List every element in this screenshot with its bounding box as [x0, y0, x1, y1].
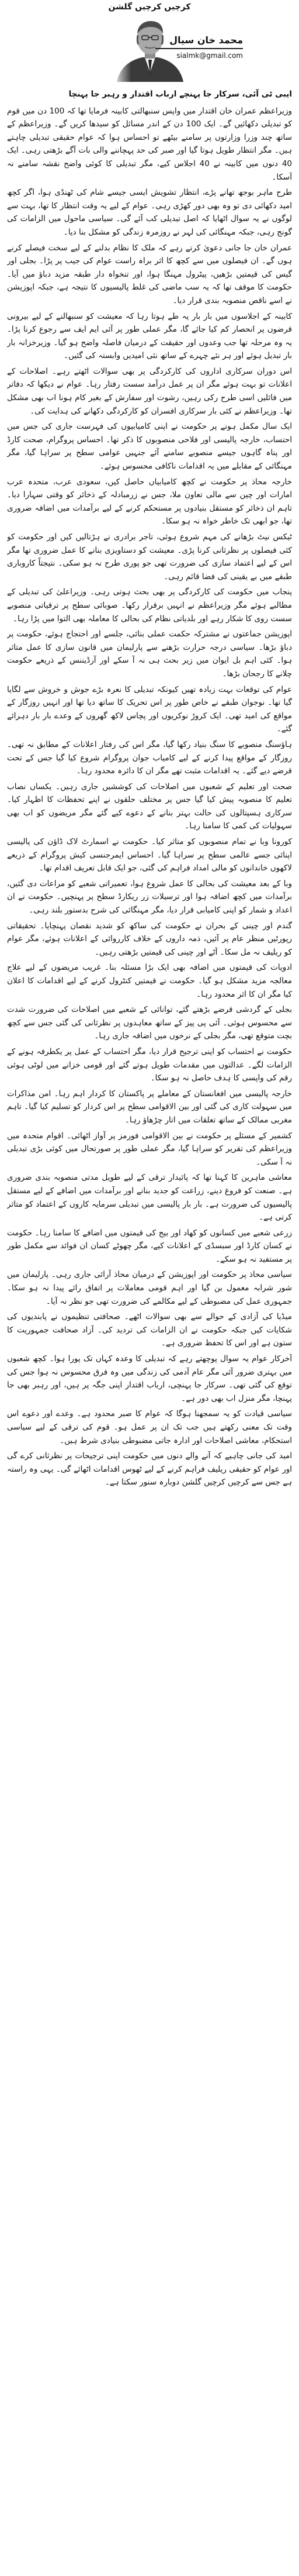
- article-paragraph: عوام کی توقعات بہت زیادہ تھیں کیونکہ تبدیلی کا نعرہ بڑے جوش و خروش سے لگایا گیا تھا۔ نوجوان طبقے نے خاص طور پر اس تحریک کا ساتھ دیا تھا اور انہیں روزگار کے مواقع کی امید تھی۔ ایک کروڑ نوکریوں اور پچاس لاکھ گھروں کے وعدے بار بار دہرائے گئے۔: [7, 684, 292, 734]
- article-subheading: ایبی ٹی آئی، سرکار جا پہنچے ارباب اقتدار و رہبر جا پہنچا: [68, 89, 292, 99]
- article-paragraph: خارجہ پالیسی میں افغانستان کے معاملے پر پاکستان کا کردار اہم رہا۔ امن مذاکرات میں سہولت کاری کی گئی اور بین الاقوامی سطح پر اس کردار کو تسلیم کیا گیا۔ تاہم مغربی ممالک کے ساتھ تعلقات میں اتار چڑھاؤ رہا۔: [7, 1089, 292, 1125]
- article-paragraph: طرح ماہر بوجھ تھانے پڑے، انتظار تشویش ایسی جیسے شام کی ٹھنڈی ہوا، اگر کچھ امید دکھائی دی تو وہ بھی دور کھڑی رہی۔ عوام کے لیے یہ وقت انتظار کا تھا، بہت سے لوگوں نے یہ سوال اٹھایا کہ اصل تبدیلی کب آئے گی۔ سیاسی ماحول میں الزامات کی گونج رہی، جبکہ مہنگائی کی لہر نے روزمرہ زندگی کو مشکل بنا دیا۔: [7, 188, 292, 237]
- article-paragraph: حکومت نے احتساب کو اپنی ترجیح قرار دیا، مگر احتساب کے عمل پر یکطرفہ ہونے کے الزامات لگے۔ عدالتوں میں مقدمات طویل ہوتے گئے اور قومی خزانے میں لوٹی ہوئی رقم کی واپسی کا ہدف حاصل نہ ہو سکا۔: [7, 1046, 292, 1083]
- article-paragraph: سیاسی محاذ پر حکومت اور اپوزیشن کے درمیان محاذ آرائی جاری رہی۔ پارلیمان میں شور شرابہ معمول بن گیا اور اہم قومی معاملات پر اتفاق رائے پیدا نہ ہو سکا۔ جمہوری عمل کی مضبوطی کے لیے مکالمے کی ضرورت تھی جو نظر نہ آیا۔: [7, 1270, 292, 1306]
- article-paragraph: ٹیکس نیٹ بڑھانے کی مہم شروع ہوئی، تاجر برادری نے ہڑتالیں کیں اور حکومت کو کئی فیصلوں پر نظرثانی کرنا پڑی۔ معیشت کو دستاویزی بنانے کا عمل ضروری تھا مگر اس کے لیے اعتماد سازی کی ضرورت تھی جو پوری طرح نہ ہو سکی۔ نتیجتاً کاروباری طبقے میں بے یقینی کی فضا قائم رہی۔: [7, 532, 292, 581]
- column-masthead: [0, 0, 299, 14]
- article-paragraph: سیاسی قیادت کو یہ سمجھنا ہوگا کہ عوام کا صبر محدود ہے۔ وعدے اور دعوے اس وقت تک معنی رکھتے ہیں جب تک ان پر عمل ہو۔ قوم کی ترقی کے لیے سیاسی استحکام، معاشی اصلاحات اور ادارہ جاتی مضبوطی بنیادی شرط ہیں۔: [7, 1409, 292, 1445]
- author-email: sialmk@gmail.com: [176, 51, 243, 60]
- article-paragraph: زرعی شعبے میں کسانوں کو کھاد اور بیج کی قیمتوں میں اضافے کا سامنا رہا۔ حکومت نے کسان کارڈ اور سبسڈی کے اعلانات کیے، مگر چھوٹے کسان ان فوائد سے مکمل طور پر مستفید نہ ہو سکے۔: [7, 1228, 292, 1264]
- column-title: کرچیں کرچیں گلشن: [108, 2, 191, 12]
- article-paragraph: کورونا وبا نے تمام منصوبوں کو متاثر کیا۔ حکومت نے اسمارٹ لاک ڈاؤن کی پالیسی اپنائی جسے عالمی سطح پر سراہا گیا۔ احساس ایمرجنسی کیش پروگرام کے ذریعے لاکھوں خاندانوں کو مالی امداد فراہم کی گئی، جو ایک قابل تعریف اقدام تھا۔: [7, 837, 292, 873]
- article-body: [7, 88, 292, 2568]
- article-paragraph: خارجہ محاذ پر حکومت نے کچھ کامیابیاں حاصل کیں، سعودی عرب، متحدہ عرب امارات اور چین سے مالی تعاون ملا، جس نے زرمبادلہ کے ذخائر کو وقتی سہارا دیا۔ تاہم ان ذخائر کو مستقل بنیادوں پر مستحکم کرنے کے لیے برآمدات میں اضافہ ضروری تھا، جو ابھی تک خاطر خواہ نہ ہو سکا۔: [7, 477, 292, 526]
- article-paragraph: عمران خان جا جانی دعویٰ کرتے رہے کہ ملک کا نظام بدلنے کے لیے سخت فیصلے کرنے ہوں گے۔ ان فیصلوں میں سے کچھ کا اثر براہ راست عوام کی جیب پر پڑا۔ بجلی اور گیس کی قیمتیں بڑھیں، پیٹرول مہنگا ہوا، اور تنخواہ دار طبقہ مزید دباؤ میں آیا۔ حکومت کا موقف تھا کہ یہ سب ماضی کی غلط پالیسیوں کا نتیجہ ہے، جبکہ اپوزیشن نے اسے ناقص منصوبہ بندی قرار دیا۔: [7, 243, 292, 305]
- article-paragraph: اپوزیشن جماعتوں نے مشترکہ حکمت عملی بنائی، جلسے اور احتجاج ہوئے، حکومت پر دباؤ بڑھا۔ سیاسی درجہ حرارت بڑھنے سے پارلیمان میں قانون سازی کا عمل متاثر ہوا۔ کئی اہم بل ایوان میں زیر بحث ہی نہ آ سکے اور آرڈیننس کے ذریعے حکومت چلانے کا رجحان بڑھا۔: [7, 629, 292, 679]
- author-block: [56, 16, 243, 84]
- article-paragraph: بجلی کے گردشی قرضے بڑھتے گئے، توانائی کے شعبے میں اصلاحات کی ضرورت شدت سے محسوس ہوئی۔ آئی پی پیز کے ساتھ معاہدوں پر نظرثانی کی گئی جس سے کچھ بچت متوقع تھی، مگر بجلی کے نرخوں میں اضافہ جاری رہا۔: [7, 1005, 292, 1041]
- article-paragraph: ہاؤسنگ منصوبے کا سنگ بنیاد رکھا گیا، مگر اس کی رفتار اعلانات کے مطابق نہ تھی۔ روزگار کے مواقع پیدا کرنے کے لیے کامیاب جوان پروگرام شروع کیا گیا جس کے تحت قرضے دیے گئے۔ یہ اقدامات مثبت تھے مگر ان کا دائرہ محدود رہا۔: [7, 739, 292, 776]
- article-paragraph: ایک سال مکمل ہونے پر حکومت نے اپنی کامیابیوں کی فہرست جاری کی جس میں احتساب، خارجہ پالیسی اور فلاحی منصوبوں کا ذکر تھا۔ احساس پروگرام، صحت کارڈ اور پناہ گاہوں جیسے منصوبے سامنے آئے جنہیں عوامی سطح پر سراہا گیا، مگر مہنگائی کے مقابلے میں یہ اقدامات ناکافی محسوس ہوئے۔: [7, 422, 292, 471]
- article-paragraph: گندم اور چینی کے بحران نے حکومت کی ساکھ کو شدید نقصان پہنچایا۔ تحقیقاتی رپورٹیں منظر عام پر آئیں، ذمہ داروں کے خلاف کارروائی کے اعلانات ہوئے، مگر عوام کو ریلیف نہ مل سکا۔ آٹے اور چینی کی قیمتیں بڑھتی رہیں۔: [7, 921, 292, 957]
- article-paragraph: اس دوران سرکاری اداروں کی کارکردگی پر بھی سوالات اٹھتے رہے۔ اصلاحات کے اعلانات تو بہت ہوئے مگر ان پر عمل درآمد سست رفتار رہا۔ عوام نے دیکھا کہ دفاتر میں فائلیں اسی طرح رکی رہیں، رشوت اور سفارش کے بغیر کام ہونا اب بھی مشکل تھا۔ وزیراعظم نے کئی بار سرکاری افسران کو کارکردگی دکھانے کی ہدایت کی۔: [7, 366, 292, 416]
- byline: [141, 34, 243, 60]
- author-name: محمد خان سیال: [169, 35, 243, 46]
- article-paragraph: کشمیر کے مسئلے پر حکومت نے بین الاقوامی فورمز پر آواز اٹھائی۔ اقوام متحدہ میں وزیراعظم کی تقریر کو سراہا گیا، مگر عملی طور پر صورتحال میں کوئی بڑی تبدیلی نہ آ سکی۔: [7, 1131, 292, 1167]
- article-paragraph: پنجاب میں حکومت کی کارکردگی پر بھی بحث ہوتی رہی۔ وزیراعلیٰ کی تبدیلی کے مطالبے ہوئے مگر وزیراعظم نے انہیں برقرار رکھا۔ صوبائی سطح پر ترقیاتی منصوبے سست روی کا شکار رہے اور بلدیاتی نظام کی بحالی کا معاملہ بھی التوا میں پڑا رہا۔: [7, 587, 292, 624]
- article-paragraph: میڈیا کی آزادی کے حوالے سے بھی سوالات اٹھے۔ صحافتی تنظیموں نے پابندیوں کی شکایات کیں جبکہ حکومت نے ان الزامات کی تردید کی۔ آزاد صحافت جمہوریت کا ستون ہے اور اس کا تحفظ ضروری ہے۔: [7, 1312, 292, 1348]
- article-paragraph: امید کی جانی چاہیے کہ آنے والے دنوں میں حکومت اپنی ترجیحات پر نظرثانی کرے گی اور عوام کو حقیقی ریلیف فراہم کرنے کے لیے ٹھوس اقدامات اٹھائے گی۔ یہی وہ راستہ ہے جس سے کرچیں کرچیں گلشن دوبارہ سنور سکتا ہے۔: [7, 1451, 292, 1487]
- article-paragraph: معاشی ماہرین کا کہنا تھا کہ پائیدار ترقی کے لیے طویل مدتی منصوبہ بندی ضروری ہے۔ صنعت کو فروغ دینے، زراعت کو جدید بنانے اور برآمدات میں اضافے کے لیے مستقل پالیسیوں کی ضرورت ہے۔ بار بار پالیسی میں تبدیلی سرمایہ کاروں کے اعتماد کو متاثر کرتی ہے۔: [7, 1173, 292, 1222]
- article-paragraph: وبا کے بعد معیشت کی بحالی کا عمل شروع ہوا، تعمیراتی شعبے کو مراعات دی گئیں، برآمدات میں کچھ اضافہ ہوا اور ترسیلات زر ریکارڈ سطح پر پہنچیں۔ حکومت نے ان اعداد و شمار کو اپنی کامیابی قرار دیا، مگر مہنگائی کی شرح بدستور بلند رہی۔: [7, 879, 292, 915]
- article-paragraph: کابینہ کے اجلاسوں میں بار بار یہ طے ہوتا رہا کہ معیشت کو سنبھالنے کے لیے بیرونی قرضوں پر انحصار کم کیا جائے گا، مگر عملی طور پر آئی ایم ایف سے رجوع کرنا پڑا۔ یہ وہ مرحلہ تھا جب وعدوں اور حقیقت کے درمیان فاصلہ واضح ہو گیا۔ وزیرخزانہ بار بار تبدیل ہوئے اور ہر نئے چہرے کے ساتھ نئی امیدیں وابستہ کی گئیں۔: [7, 311, 292, 361]
- article-paragraph: وزیراعظم عمران خان اقتدار میں واپس سنبھالتی کابینہ فرمایا تھا کہ 100 دن میں قوم کو تبدیلی دکھائیں گے۔ ایک 100 دن کے اندر مسائل کو سیدھا کریں گے۔ وزیراعظم کے ساتھ چند وزرا وزارتوں پر سامنے بیٹھے تو احساس ہوا کہ عوام حقیقی تبدیلی چاہتے ہیں۔ مگر انتظار طویل ہوتا گیا اور صبر کی حد پہچاننے والی بات آگے بڑھتی رہی۔ ایک 40 دنوں میں کابینہ نے 40 اجلاس کیے، مگر تبدیلی کا کوئی واضح نقشہ سامنے نہ آسکا۔: [7, 106, 292, 182]
- article-paragraph: ادویات کی قیمتوں میں اضافہ بھی ایک بڑا مسئلہ بنا۔ غریب مریضوں کے لیے علاج معالجہ مزید مشکل ہو گیا۔ حکومت نے قیمتیں کنٹرول کرنے کے لیے اقدامات کا اعلان کیا مگر ان کا اثر محدود رہا۔: [7, 963, 292, 999]
- article-paragraph: صحت اور تعلیم کے شعبوں میں اصلاحات کی کوششیں جاری رہیں۔ یکساں نصاب تعلیم کا منصوبہ پیش کیا گیا جس پر مختلف حلقوں نے اپنے تحفظات کا اظہار کیا۔ سرکاری ہسپتالوں کی حالت بہتر بنانے کے دعوے کیے گئے مگر مریضوں کو اب بھی سہولیات کی کمی کا سامنا رہا۔: [7, 781, 292, 831]
- byline-divider: [155, 48, 243, 49]
- article-paragraph: آخرکار عوام یہ سوال پوچھتے رہے کہ تبدیلی کا وعدہ کہاں تک پورا ہوا۔ کچھ شعبوں میں بہتری ضرور آئی مگر عام آدمی کی زندگی میں وہ فرق محسوس نہ ہوا جس کی توقع کی گئی تھی۔ سرکار جا پہنچی، ارباب اقتدار اپنی جگہ پر ہیں، اور رہبر بھی جا پہنچا، مگر منزل اب بھی دور ہے۔: [7, 1354, 292, 1403]
